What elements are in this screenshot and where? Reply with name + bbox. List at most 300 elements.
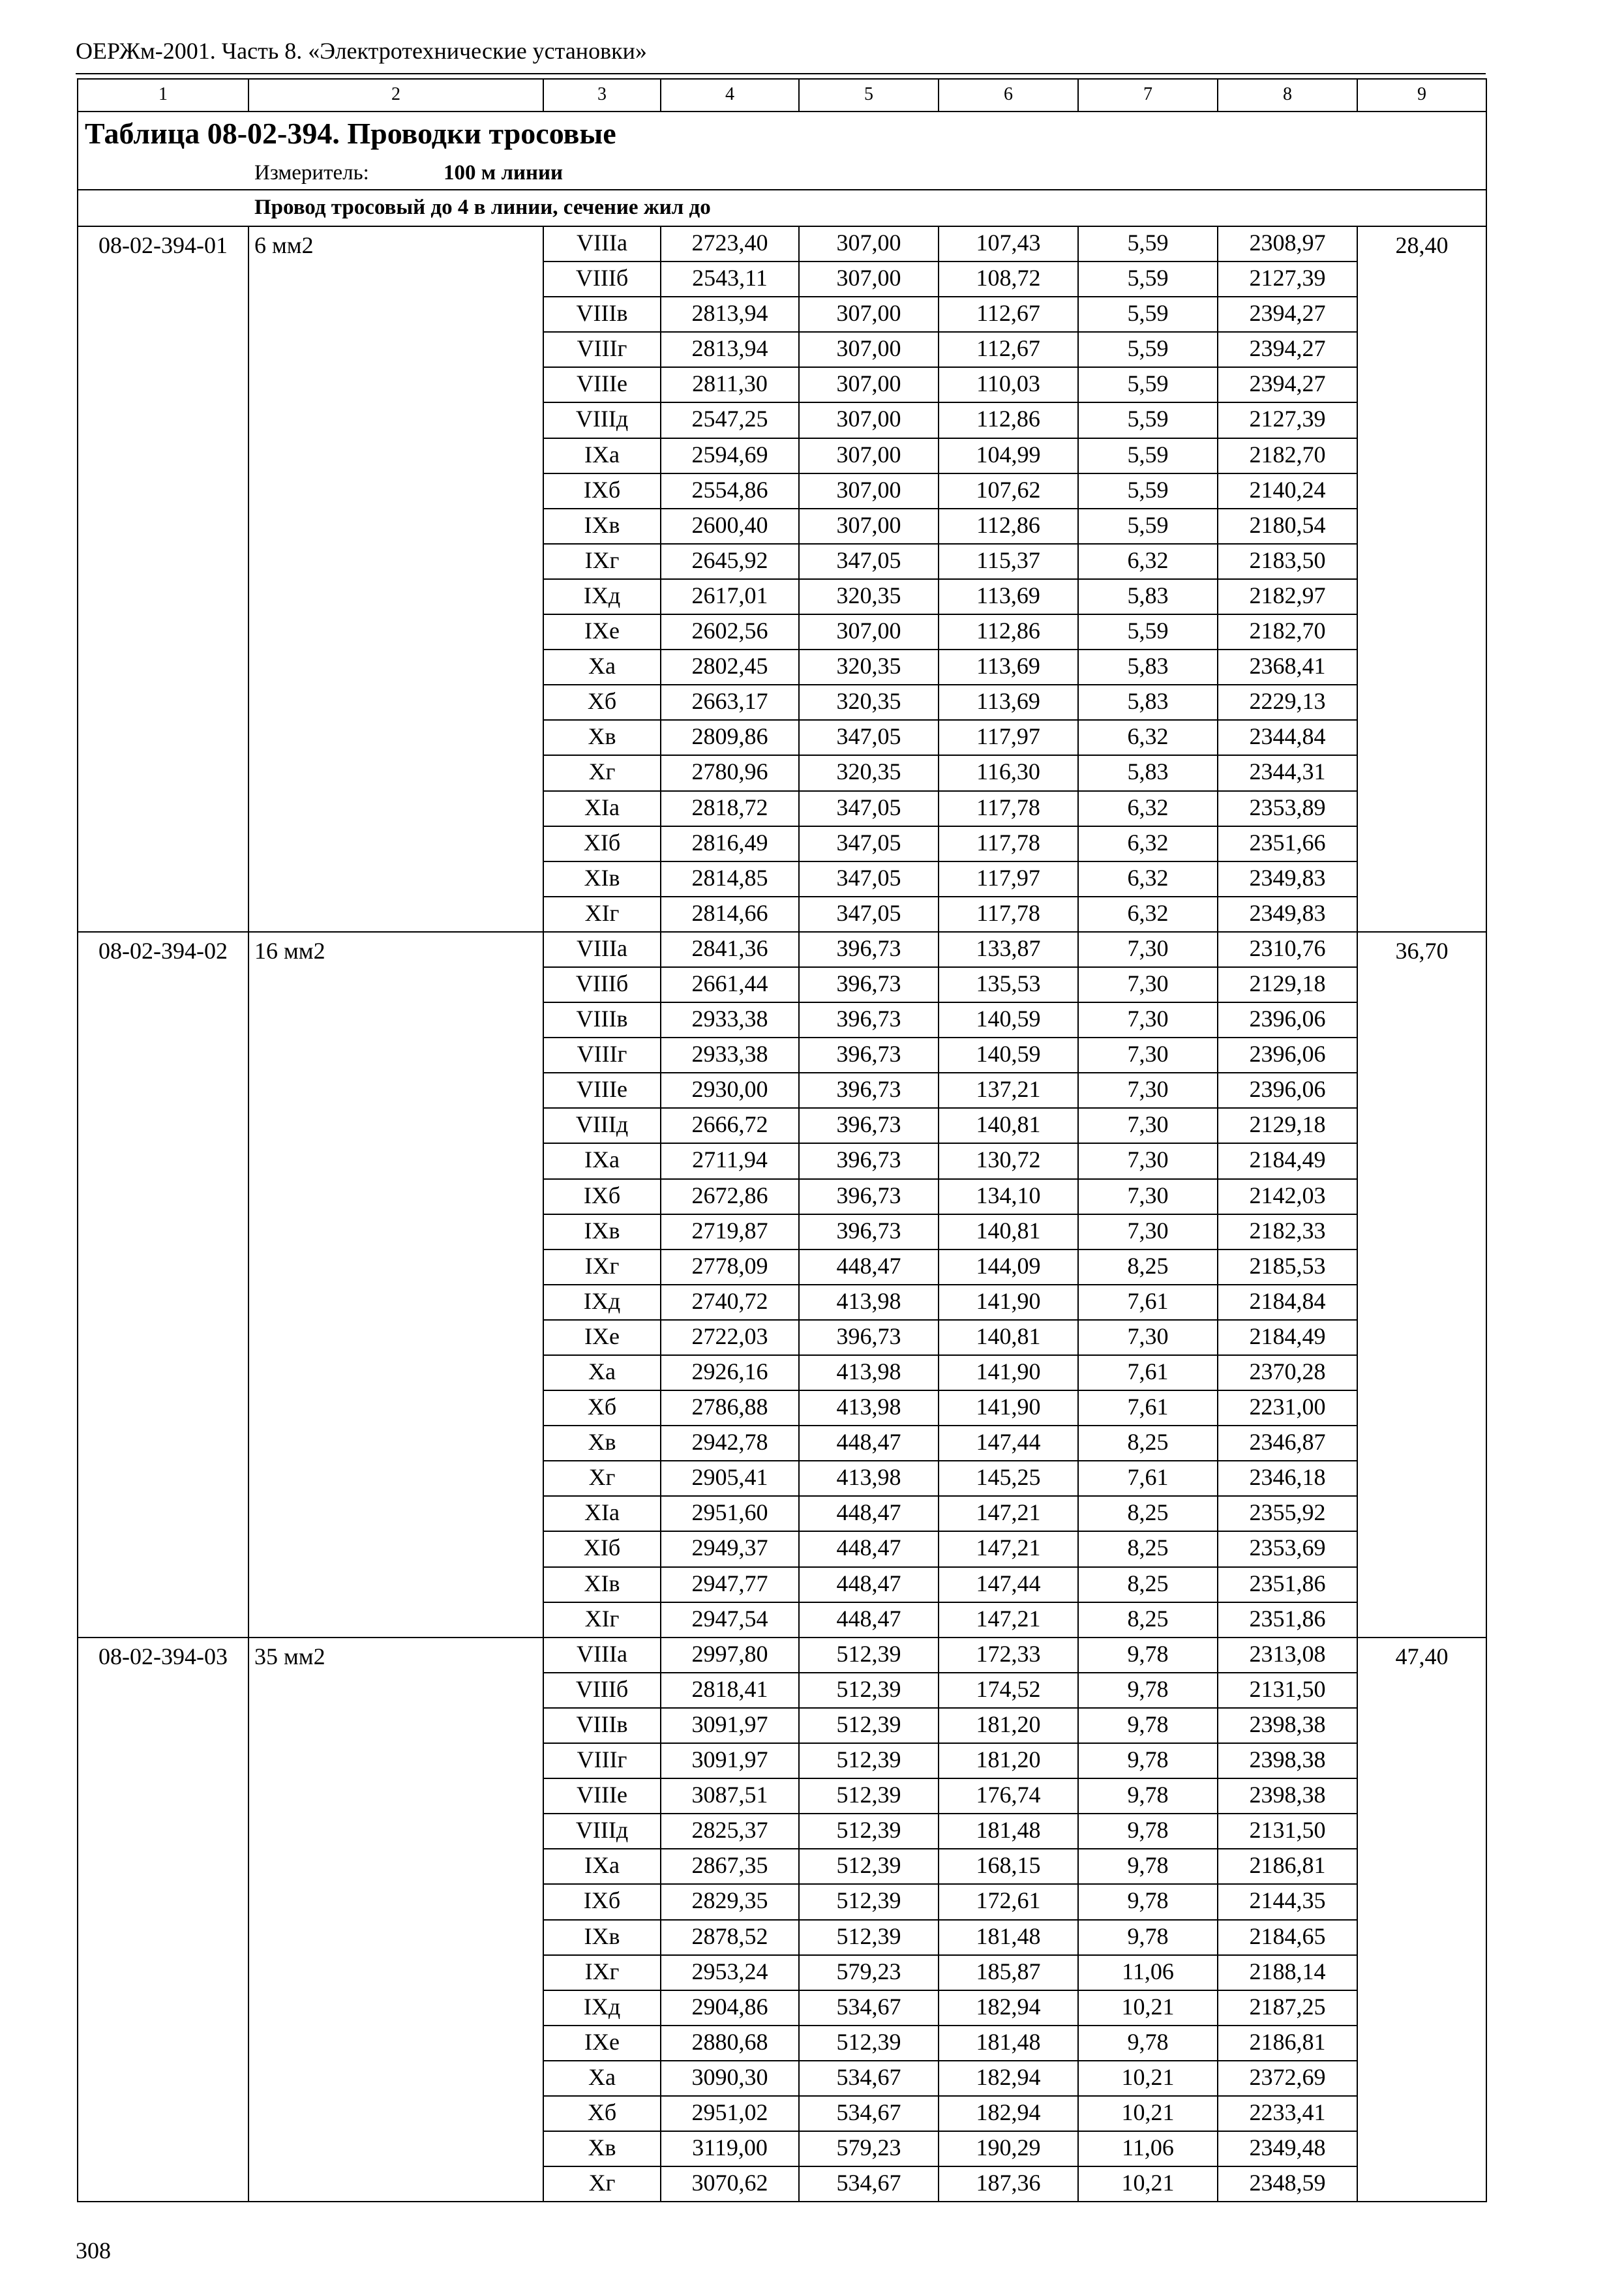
value-cell: 2672,86 xyxy=(661,1179,799,1214)
value-cell: 8,25 xyxy=(1078,1602,1218,1638)
value-cell: 2184,84 xyxy=(1218,1285,1357,1320)
zone-cell: Xв xyxy=(543,2131,661,2166)
value-cell: 534,67 xyxy=(799,2166,939,2202)
value-cell: 396,73 xyxy=(799,1179,939,1214)
value-cell: 512,39 xyxy=(799,1884,939,1919)
column-number-cell: 3 xyxy=(543,79,661,112)
zone-cell: VIIIб xyxy=(543,1673,661,1708)
zone-cell: Xб xyxy=(543,685,661,720)
value-cell: 7,61 xyxy=(1078,1285,1218,1320)
value-cell: 2543,11 xyxy=(661,262,799,297)
description-cell xyxy=(78,190,1486,226)
value-cell: 2786,88 xyxy=(661,1390,799,1426)
value-cell: 2349,83 xyxy=(1218,897,1357,932)
value-cell: 2346,18 xyxy=(1218,1461,1357,1496)
value-cell: 8,25 xyxy=(1078,1567,1218,1602)
value-cell: 307,00 xyxy=(799,367,939,402)
value-cell: 2184,65 xyxy=(1218,1920,1357,1955)
value-cell: 8,25 xyxy=(1078,1496,1218,1531)
value-cell: 5,83 xyxy=(1078,650,1218,685)
value-cell: 6,32 xyxy=(1078,826,1218,861)
value-cell: 5,59 xyxy=(1078,473,1218,509)
value-cell: 512,39 xyxy=(799,1638,939,1673)
page-number: 308 xyxy=(76,2237,111,2264)
header-rule xyxy=(76,73,1486,74)
value-cell: 2880,68 xyxy=(661,2026,799,2061)
value-cell: 8,25 xyxy=(1078,1426,1218,1461)
rate-code-cell: 08-02-394-03 xyxy=(78,1638,248,2202)
value-cell: 2949,37 xyxy=(661,1531,799,1566)
value-cell: 307,00 xyxy=(799,262,939,297)
value-cell: 2814,85 xyxy=(661,861,799,897)
table-body xyxy=(78,79,1486,2202)
value-cell: 2353,69 xyxy=(1218,1531,1357,1566)
value-cell: 2813,94 xyxy=(661,297,799,332)
value-cell: 174,52 xyxy=(939,1673,1078,1708)
value-cell: 2930,00 xyxy=(661,1073,799,1108)
value-cell: 2310,76 xyxy=(1218,932,1357,967)
value-cell: 130,72 xyxy=(939,1143,1078,1178)
value-cell: 320,35 xyxy=(799,579,939,614)
value-cell: 2600,40 xyxy=(661,509,799,544)
value-cell: 396,73 xyxy=(799,932,939,967)
value-cell: 9,78 xyxy=(1078,1814,1218,1849)
zone-cell: VIIIд xyxy=(543,1814,661,1849)
value-cell: 112,67 xyxy=(939,332,1078,367)
value-cell: 2878,52 xyxy=(661,1920,799,1955)
zone-cell: Xв xyxy=(543,1426,661,1461)
zone-cell: VIIIб xyxy=(543,967,661,1002)
value-cell: 2180,54 xyxy=(1218,509,1357,544)
value-cell: 320,35 xyxy=(799,755,939,790)
value-cell: 2370,28 xyxy=(1218,1355,1357,1390)
value-cell: 2182,33 xyxy=(1218,1214,1357,1249)
value-cell: 113,69 xyxy=(939,685,1078,720)
value-cell: 396,73 xyxy=(799,1143,939,1178)
value-cell: 320,35 xyxy=(799,650,939,685)
value-cell: 347,05 xyxy=(799,897,939,932)
value-cell: 112,86 xyxy=(939,614,1078,650)
value-cell: 8,25 xyxy=(1078,1249,1218,1285)
value-cell: 182,94 xyxy=(939,1990,1078,2026)
value-cell: 2997,80 xyxy=(661,1638,799,1673)
section-cell: 35 мм2 xyxy=(248,1638,543,2202)
zone-cell: VIIIв xyxy=(543,1708,661,1743)
column9-cell: 36,70 xyxy=(1357,932,1486,1638)
zone-cell: VIIIв xyxy=(543,1002,661,1038)
value-cell: 307,00 xyxy=(799,473,939,509)
value-cell: 448,47 xyxy=(799,1567,939,1602)
zone-cell: Xа xyxy=(543,2061,661,2096)
zone-cell: XIг xyxy=(543,897,661,932)
zone-cell: IXб xyxy=(543,1179,661,1214)
value-cell: 5,59 xyxy=(1078,226,1218,262)
value-cell: 2231,00 xyxy=(1218,1390,1357,1426)
value-cell: 2184,49 xyxy=(1218,1320,1357,1355)
value-cell: 2942,78 xyxy=(661,1426,799,1461)
value-cell: 2129,18 xyxy=(1218,967,1357,1002)
value-cell: 181,48 xyxy=(939,1920,1078,1955)
value-cell: 5,59 xyxy=(1078,367,1218,402)
value-cell: 2183,50 xyxy=(1218,544,1357,579)
value-cell: 147,21 xyxy=(939,1496,1078,1531)
value-cell: 512,39 xyxy=(799,1778,939,1814)
value-cell: 2127,39 xyxy=(1218,262,1357,297)
zone-cell: VIIIа xyxy=(543,226,661,262)
value-cell: 347,05 xyxy=(799,826,939,861)
zone-cell: VIIIв xyxy=(543,297,661,332)
value-cell: 110,03 xyxy=(939,367,1078,402)
zone-cell: IXв xyxy=(543,1214,661,1249)
value-cell: 2351,86 xyxy=(1218,1567,1357,1602)
zone-cell: IXг xyxy=(543,1249,661,1285)
value-cell: 117,97 xyxy=(939,720,1078,755)
value-cell: 2351,86 xyxy=(1218,1602,1357,1638)
value-cell: 172,61 xyxy=(939,1884,1078,1919)
value-cell: 2811,30 xyxy=(661,367,799,402)
value-cell: 7,30 xyxy=(1078,1108,1218,1143)
value-cell: 2394,27 xyxy=(1218,297,1357,332)
value-cell: 3087,51 xyxy=(661,1778,799,1814)
zone-cell: IXе xyxy=(543,2026,661,2061)
zone-cell: Xб xyxy=(543,2096,661,2131)
value-cell: 140,81 xyxy=(939,1108,1078,1143)
value-cell: 2355,92 xyxy=(1218,1496,1357,1531)
value-cell: 147,44 xyxy=(939,1567,1078,1602)
value-cell: 7,30 xyxy=(1078,1143,1218,1178)
value-cell: 512,39 xyxy=(799,1708,939,1743)
value-cell: 448,47 xyxy=(799,1496,939,1531)
value-cell: 2780,96 xyxy=(661,755,799,790)
zone-cell: XIб xyxy=(543,1531,661,1566)
value-cell: 185,87 xyxy=(939,1955,1078,1990)
value-cell: 2394,27 xyxy=(1218,367,1357,402)
zone-cell: IXб xyxy=(543,1884,661,1919)
zone-cell: VIIIг xyxy=(543,332,661,367)
value-cell: 141,90 xyxy=(939,1390,1078,1426)
value-cell: 2905,41 xyxy=(661,1461,799,1496)
value-cell: 2344,84 xyxy=(1218,720,1357,755)
value-cell: 512,39 xyxy=(799,1849,939,1884)
column-number-cell: 5 xyxy=(799,79,939,112)
value-cell: 2825,37 xyxy=(661,1814,799,1849)
value-cell: 307,00 xyxy=(799,332,939,367)
value-cell: 2818,41 xyxy=(661,1673,799,1708)
value-cell: 307,00 xyxy=(799,509,939,544)
zone-cell: VIIIе xyxy=(543,1778,661,1814)
table-row xyxy=(78,932,1486,967)
zone-cell: Xг xyxy=(543,755,661,790)
zone-cell: IXд xyxy=(543,579,661,614)
value-cell: 2933,38 xyxy=(661,1002,799,1038)
value-cell: 113,69 xyxy=(939,650,1078,685)
zone-cell: IXв xyxy=(543,1920,661,1955)
value-cell: 2346,87 xyxy=(1218,1426,1357,1461)
value-cell: 3119,00 xyxy=(661,2131,799,2166)
value-cell: 2186,81 xyxy=(1218,2026,1357,2061)
value-cell: 2131,50 xyxy=(1218,1814,1357,1849)
value-cell: 9,78 xyxy=(1078,1884,1218,1919)
rate-code-cell: 08-02-394-01 xyxy=(78,226,248,932)
value-cell: 117,78 xyxy=(939,897,1078,932)
zone-cell: XIб xyxy=(543,826,661,861)
value-cell: 181,48 xyxy=(939,1814,1078,1849)
value-cell: 2904,86 xyxy=(661,1990,799,2026)
value-cell: 2740,72 xyxy=(661,1285,799,1320)
column-number-cell: 1 xyxy=(78,79,248,112)
value-cell: 2349,83 xyxy=(1218,861,1357,897)
value-cell: 10,21 xyxy=(1078,1990,1218,2026)
value-cell: 117,78 xyxy=(939,791,1078,826)
zone-cell: VIIIа xyxy=(543,1638,661,1673)
unit-label: Измеритель: xyxy=(254,161,369,185)
value-cell: 396,73 xyxy=(799,1214,939,1249)
value-cell: 2131,50 xyxy=(1218,1673,1357,1708)
value-cell: 5,83 xyxy=(1078,579,1218,614)
value-cell: 2344,31 xyxy=(1218,755,1357,790)
unit-cell xyxy=(78,158,1486,190)
value-cell: 181,20 xyxy=(939,1708,1078,1743)
value-cell: 579,23 xyxy=(799,2131,939,2166)
value-cell: 307,00 xyxy=(799,226,939,262)
value-cell: 448,47 xyxy=(799,1602,939,1638)
value-cell: 320,35 xyxy=(799,685,939,720)
value-cell: 2127,39 xyxy=(1218,402,1357,438)
value-cell: 9,78 xyxy=(1078,1920,1218,1955)
running-header: ОЕРЖм-2001. Часть 8. «Электротехнические установки» xyxy=(76,38,647,64)
value-cell: 2394,27 xyxy=(1218,332,1357,367)
zone-cell: Xг xyxy=(543,2166,661,2202)
value-cell: 2594,69 xyxy=(661,438,799,473)
value-cell: 7,61 xyxy=(1078,1355,1218,1390)
value-cell: 117,97 xyxy=(939,861,1078,897)
value-cell: 11,06 xyxy=(1078,2131,1218,2166)
value-cell: 5,59 xyxy=(1078,332,1218,367)
value-cell: 2554,86 xyxy=(661,473,799,509)
value-cell: 2778,09 xyxy=(661,1249,799,1285)
value-cell: 2547,25 xyxy=(661,402,799,438)
value-cell: 396,73 xyxy=(799,1002,939,1038)
zone-cell: XIг xyxy=(543,1602,661,1638)
value-cell: 534,67 xyxy=(799,2096,939,2131)
value-cell: 396,73 xyxy=(799,967,939,1002)
value-cell: 9,78 xyxy=(1078,1849,1218,1884)
value-cell: 8,25 xyxy=(1078,1531,1218,1566)
value-cell: 6,32 xyxy=(1078,720,1218,755)
value-cell: 512,39 xyxy=(799,1920,939,1955)
value-cell: 347,05 xyxy=(799,720,939,755)
value-cell: 5,83 xyxy=(1078,685,1218,720)
value-cell: 113,69 xyxy=(939,579,1078,614)
value-cell: 448,47 xyxy=(799,1249,939,1285)
zone-cell: IXд xyxy=(543,1285,661,1320)
value-cell: 2953,24 xyxy=(661,1955,799,1990)
value-cell: 140,81 xyxy=(939,1320,1078,1355)
value-cell: 7,30 xyxy=(1078,1179,1218,1214)
zone-cell: VIIIб xyxy=(543,262,661,297)
value-cell: 145,25 xyxy=(939,1461,1078,1496)
value-cell: 413,98 xyxy=(799,1461,939,1496)
value-cell: 2142,03 xyxy=(1218,1179,1357,1214)
zone-cell: IXг xyxy=(543,544,661,579)
zone-cell: IXа xyxy=(543,1849,661,1884)
value-cell: 5,59 xyxy=(1078,262,1218,297)
value-cell: 140,59 xyxy=(939,1002,1078,1038)
table-title-row xyxy=(78,112,1486,158)
value-cell: 2396,06 xyxy=(1218,1073,1357,1108)
value-cell: 2818,72 xyxy=(661,791,799,826)
value-cell: 2722,03 xyxy=(661,1320,799,1355)
value-cell: 579,23 xyxy=(799,1955,939,1990)
value-cell: 10,21 xyxy=(1078,2096,1218,2131)
unit-row xyxy=(78,158,1486,190)
value-cell: 112,86 xyxy=(939,509,1078,544)
value-cell: 2841,36 xyxy=(661,932,799,967)
section-cell: 6 мм2 xyxy=(248,226,543,932)
unit-value: 100 м линии xyxy=(444,161,564,185)
value-cell: 2185,53 xyxy=(1218,1249,1357,1285)
value-cell: 181,48 xyxy=(939,2026,1078,2061)
value-cell: 181,20 xyxy=(939,1743,1078,1778)
value-cell: 144,09 xyxy=(939,1249,1078,1285)
value-cell: 307,00 xyxy=(799,297,939,332)
value-cell: 3091,97 xyxy=(661,1743,799,1778)
value-cell: 172,33 xyxy=(939,1638,1078,1673)
value-cell: 5,59 xyxy=(1078,297,1218,332)
zone-cell: IXе xyxy=(543,1320,661,1355)
value-cell: 307,00 xyxy=(799,402,939,438)
value-cell: 2186,81 xyxy=(1218,1849,1357,1884)
zone-cell: IXе xyxy=(543,614,661,650)
value-cell: 182,94 xyxy=(939,2096,1078,2131)
value-cell: 168,15 xyxy=(939,1849,1078,1884)
value-cell: 7,61 xyxy=(1078,1390,1218,1426)
column-number-cell: 8 xyxy=(1218,79,1357,112)
table-row xyxy=(78,1638,1486,1673)
value-cell: 2829,35 xyxy=(661,1884,799,1919)
value-cell: 2140,24 xyxy=(1218,473,1357,509)
zone-cell: IXг xyxy=(543,1955,661,1990)
value-cell: 9,78 xyxy=(1078,1743,1218,1778)
value-cell: 413,98 xyxy=(799,1390,939,1426)
section-cell: 16 мм2 xyxy=(248,932,543,1638)
value-cell: 9,78 xyxy=(1078,1638,1218,1673)
value-cell: 2313,08 xyxy=(1218,1638,1357,1673)
column9-cell: 28,40 xyxy=(1357,226,1486,932)
value-cell: 7,30 xyxy=(1078,967,1218,1002)
value-cell: 187,36 xyxy=(939,2166,1078,2202)
value-cell: 2398,38 xyxy=(1218,1743,1357,1778)
column9-cell: 47,40 xyxy=(1357,1638,1486,2202)
value-cell: 396,73 xyxy=(799,1108,939,1143)
value-cell: 2233,41 xyxy=(1218,2096,1357,2131)
value-cell: 2719,87 xyxy=(661,1214,799,1249)
value-cell: 7,61 xyxy=(1078,1461,1218,1496)
value-cell: 7,30 xyxy=(1078,1320,1218,1355)
value-cell: 2617,01 xyxy=(661,579,799,614)
zone-cell: Xа xyxy=(543,1355,661,1390)
value-cell: 116,30 xyxy=(939,755,1078,790)
value-cell: 107,43 xyxy=(939,226,1078,262)
zone-cell: VIIIд xyxy=(543,402,661,438)
value-cell: 10,21 xyxy=(1078,2166,1218,2202)
value-cell: 396,73 xyxy=(799,1038,939,1073)
value-cell: 2372,69 xyxy=(1218,2061,1357,2096)
zone-cell: VIIIе xyxy=(543,367,661,402)
value-cell: 448,47 xyxy=(799,1531,939,1566)
value-cell: 2602,56 xyxy=(661,614,799,650)
value-cell: 2951,02 xyxy=(661,2096,799,2131)
value-cell: 5,83 xyxy=(1078,755,1218,790)
value-cell: 140,59 xyxy=(939,1038,1078,1073)
value-cell: 2188,14 xyxy=(1218,1955,1357,1990)
column-number-cell: 9 xyxy=(1357,79,1486,112)
value-cell: 9,78 xyxy=(1078,1673,1218,1708)
zone-cell: XIв xyxy=(543,861,661,897)
zone-cell: Xа xyxy=(543,650,661,685)
value-cell: 2947,54 xyxy=(661,1602,799,1638)
value-cell: 2723,40 xyxy=(661,226,799,262)
zone-cell: XIа xyxy=(543,1496,661,1531)
zone-cell: VIIIа xyxy=(543,932,661,967)
value-cell: 6,32 xyxy=(1078,897,1218,932)
value-cell: 2129,18 xyxy=(1218,1108,1357,1143)
value-cell: 2816,49 xyxy=(661,826,799,861)
value-cell: 2308,97 xyxy=(1218,226,1357,262)
value-cell: 2184,49 xyxy=(1218,1143,1357,1178)
description-row xyxy=(78,190,1486,226)
value-cell: 7,30 xyxy=(1078,1073,1218,1108)
value-cell: 2926,16 xyxy=(661,1355,799,1390)
table-row xyxy=(78,226,1486,262)
value-cell: 182,94 xyxy=(939,2061,1078,2096)
value-cell: 2229,13 xyxy=(1218,685,1357,720)
zone-cell: IXд xyxy=(543,1990,661,2026)
value-cell: 2396,06 xyxy=(1218,1038,1357,1073)
value-cell: 9,78 xyxy=(1078,1778,1218,1814)
value-cell: 5,59 xyxy=(1078,509,1218,544)
value-cell: 9,78 xyxy=(1078,1708,1218,1743)
value-cell: 176,74 xyxy=(939,1778,1078,1814)
zone-cell: IXб xyxy=(543,473,661,509)
value-cell: 396,73 xyxy=(799,1320,939,1355)
value-cell: 512,39 xyxy=(799,1743,939,1778)
value-cell: 2711,94 xyxy=(661,1143,799,1178)
column-number-cell: 2 xyxy=(248,79,543,112)
value-cell: 347,05 xyxy=(799,791,939,826)
value-cell: 2802,45 xyxy=(661,650,799,685)
value-cell: 7,30 xyxy=(1078,1002,1218,1038)
value-cell: 448,47 xyxy=(799,1426,939,1461)
value-cell: 104,99 xyxy=(939,438,1078,473)
value-cell: 2867,35 xyxy=(661,1849,799,1884)
value-cell: 2348,59 xyxy=(1218,2166,1357,2202)
value-cell: 6,32 xyxy=(1078,861,1218,897)
value-cell: 534,67 xyxy=(799,1990,939,2026)
value-cell: 141,90 xyxy=(939,1355,1078,1390)
value-cell: 10,21 xyxy=(1078,2061,1218,2096)
value-cell: 2187,25 xyxy=(1218,1990,1357,2026)
value-cell: 137,21 xyxy=(939,1073,1078,1108)
zone-cell: VIIIг xyxy=(543,1743,661,1778)
zone-cell: IXа xyxy=(543,438,661,473)
value-cell: 5,59 xyxy=(1078,438,1218,473)
value-cell: 2398,38 xyxy=(1218,1778,1357,1814)
zone-cell: IXв xyxy=(543,509,661,544)
value-cell: 133,87 xyxy=(939,932,1078,967)
value-cell: 147,21 xyxy=(939,1602,1078,1638)
value-cell: 413,98 xyxy=(799,1355,939,1390)
